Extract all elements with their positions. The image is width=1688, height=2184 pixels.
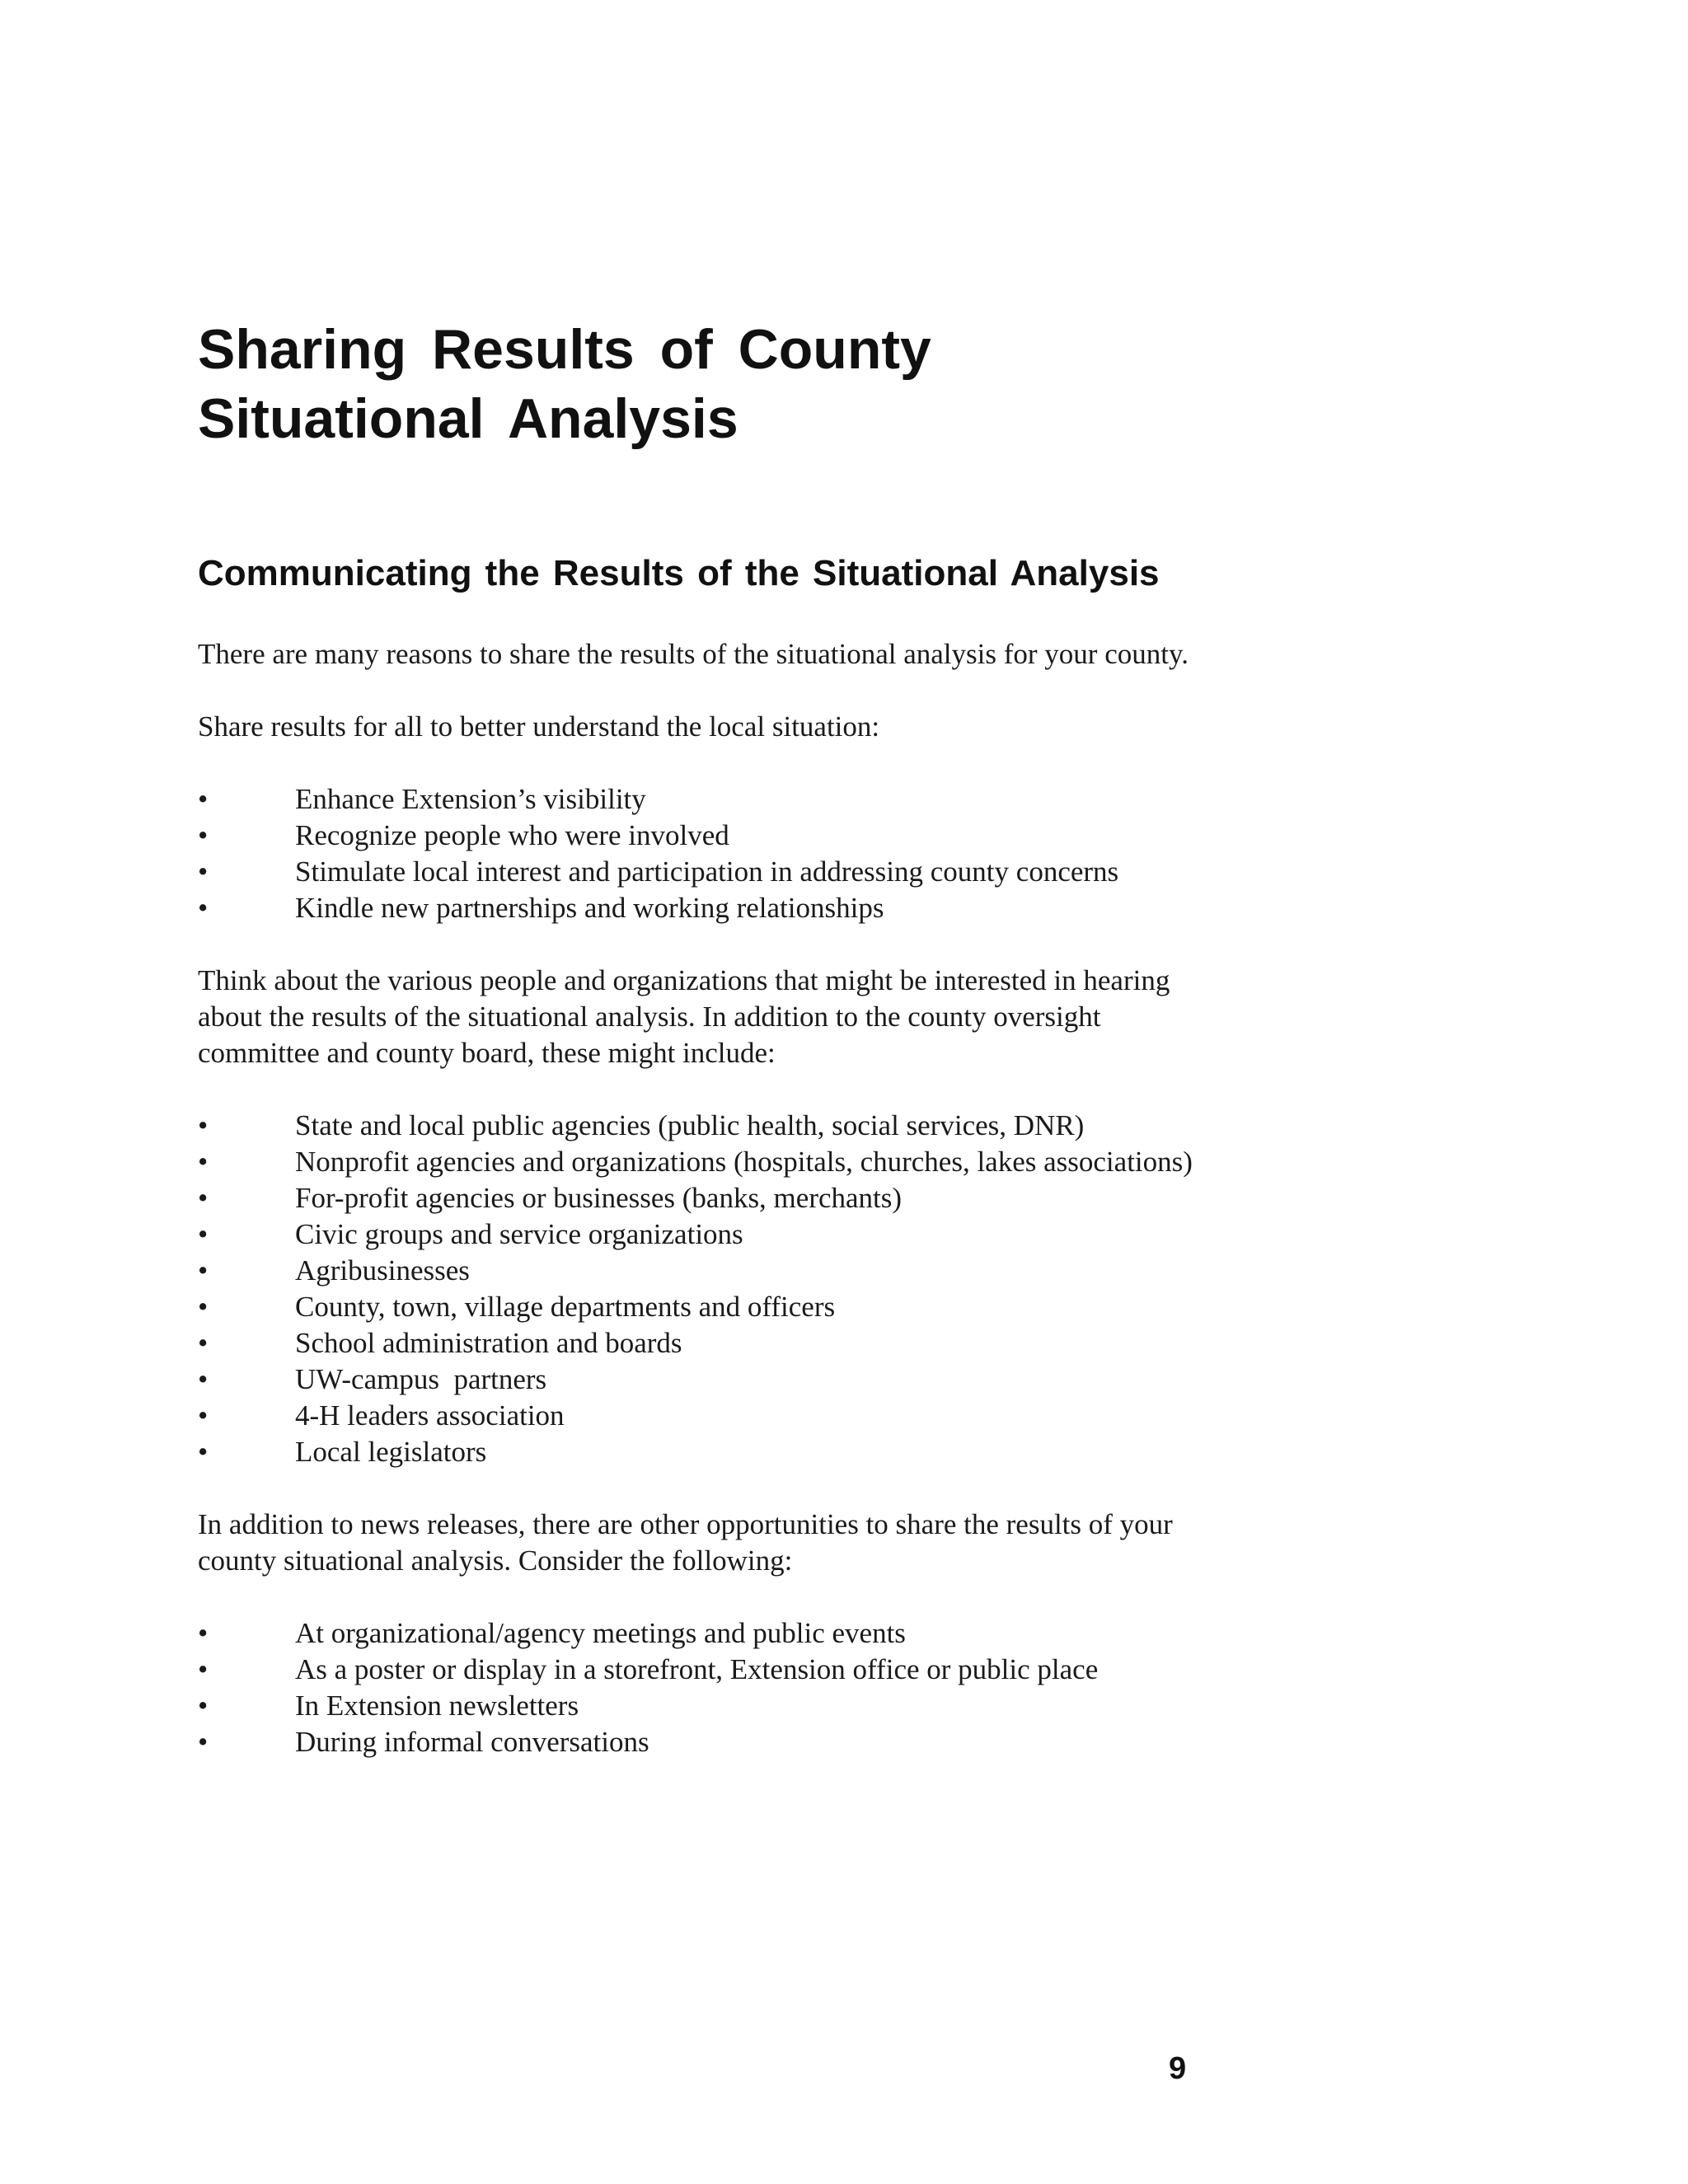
list-item-text: County, town, village departments and officers	[295, 1291, 836, 1323]
bullet-glyph: •	[198, 1363, 209, 1395]
page-title-line-1: Sharing Results of County	[198, 318, 931, 381]
list-item	[198, 1398, 1220, 1434]
list-item	[198, 1361, 1220, 1398]
opportunities-paragraph: In addition to news releases, there are other opportunities to share the results of your county situational analysis. Consider the following:	[198, 1508, 1173, 1577]
bullet-glyph: •	[198, 1291, 209, 1323]
list-item-text: UW-campus partners	[295, 1363, 547, 1395]
list-item-text: School administration and boards	[295, 1327, 682, 1359]
list-item-text: State and local public agencies (public health, social services, DNR)	[295, 1109, 1085, 1141]
bullet-glyph: •	[198, 1399, 209, 1432]
list-item-text: Kindle new partnerships and working relationships	[295, 892, 884, 924]
bullet-glyph: •	[198, 1218, 209, 1250]
list-item	[198, 1688, 1220, 1724]
list-item	[198, 1615, 1220, 1652]
list-item-text: Enhance Extension’s visibility	[295, 783, 646, 815]
list-item	[198, 1216, 1220, 1253]
bullet-glyph: •	[198, 855, 209, 888]
list-item-text: During informal conversations	[295, 1726, 649, 1758]
section-heading: Communicating the Results of the Situational Analysis	[198, 553, 1160, 593]
list-item-text: In Extension newsletters	[295, 1690, 579, 1722]
list-item	[198, 890, 1220, 926]
list-item	[198, 1108, 1220, 1144]
bullet-glyph: •	[198, 1109, 209, 1141]
page-title	[198, 315, 931, 453]
list-item	[198, 1144, 1220, 1180]
list-item	[198, 781, 1220, 818]
list-item-text: Nonprofit agencies and organizations (hospitals, churches, lakes associations)	[295, 1146, 1193, 1178]
page-number: 9	[1169, 2051, 1187, 2086]
page-title-line-2: Situational Analysis	[198, 387, 738, 450]
list-item-text: For-profit agencies or businesses (banks, merchants)	[295, 1182, 903, 1214]
list-item-text: Local legislators	[295, 1436, 487, 1468]
list-item-text: Recognize people who were involved	[295, 819, 729, 851]
list-item	[198, 1652, 1220, 1688]
share-lead-paragraph: Share results for all to better understand the local situation:	[198, 710, 880, 743]
list-item-text: As a poster or display in a storefront, Extension office or public place	[295, 1653, 1099, 1685]
audience-bullet-list	[198, 1108, 1220, 1470]
bullet-glyph: •	[198, 1254, 209, 1286]
list-item	[198, 818, 1220, 854]
list-item	[198, 1253, 1220, 1289]
list-item-text: Civic groups and service organizations	[295, 1218, 743, 1250]
bullet-glyph: •	[198, 1726, 209, 1758]
bullet-glyph: •	[198, 1182, 209, 1214]
intro-paragraph: There are many reasons to share the results of the situational analysis for your county.	[198, 638, 1189, 670]
bullet-glyph: •	[198, 1653, 209, 1685]
bullet-glyph: •	[198, 819, 209, 851]
body-text	[198, 636, 1220, 1797]
bullet-glyph: •	[198, 892, 209, 924]
list-item-text: Stimulate local interest and participation in addressing county concerns	[295, 855, 1119, 888]
bullet-glyph: •	[198, 1617, 209, 1649]
list-item-text: At organizational/agency meetings and public events	[295, 1617, 906, 1649]
list-item	[198, 1325, 1220, 1361]
bullet-glyph: •	[198, 1327, 209, 1359]
list-item	[198, 1180, 1220, 1216]
bullet-glyph: •	[198, 1436, 209, 1468]
list-item	[198, 1434, 1220, 1470]
opportunity-bullet-list	[198, 1615, 1220, 1760]
list-item	[198, 1289, 1220, 1325]
list-item	[198, 1724, 1220, 1760]
share-bullet-list	[198, 781, 1220, 926]
bullet-glyph: •	[198, 1146, 209, 1178]
audience-paragraph: Think about the various people and organizations that might be interested in hearing about the results of the situational analysis. In addition to the county oversight committee and county board, these might include:	[198, 964, 1170, 1069]
list-item-text: Agribusinesses	[295, 1254, 470, 1286]
bullet-glyph: •	[198, 783, 209, 815]
list-item-text: 4-H leaders association	[295, 1399, 565, 1432]
bullet-glyph: •	[198, 1690, 209, 1722]
list-item	[198, 854, 1220, 890]
